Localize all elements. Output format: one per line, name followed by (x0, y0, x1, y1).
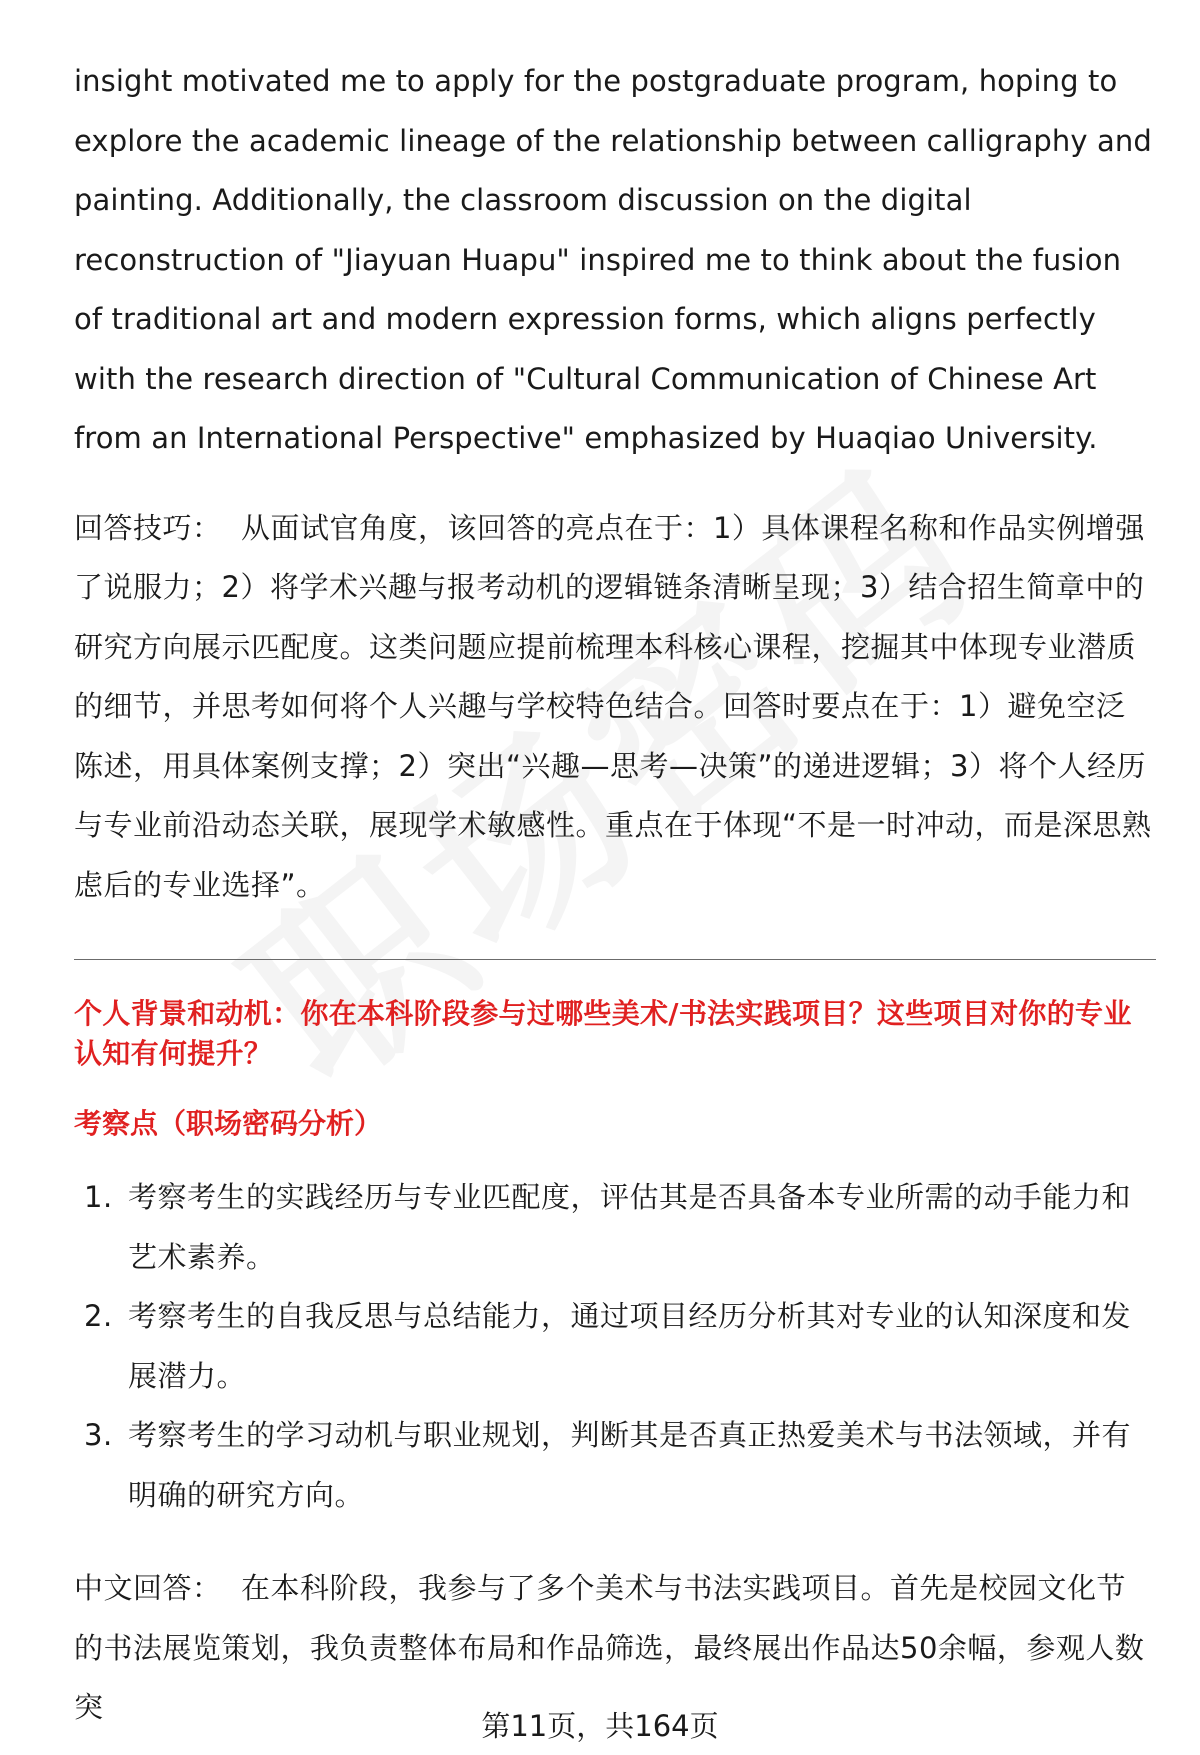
list-item-number: 1. (84, 1180, 113, 1214)
chinese-answer-label: 中文回答： (74, 1571, 222, 1605)
list-item-text: 考察考生的学习动机与职业规划，判断其是否真正热爱美术与书法领域，并有明确的研究方向。 (128, 1418, 1132, 1512)
answer-tip-text: 从面试官角度，该回答的亮点在于：1）具体课程名称和作品实例增强了说服力；2）将学术兴趣与报考动机的逻辑链条清晰呈现；3）结合招生简章中的研究方向展示匹配度。这类问题应提前梳理本科核心课程，挖掘其中体现专业潜质的细节，并思考如何将个人兴趣与学校特色结合。回答时要点在于：1）避免空泛陈述，用具体案例支撑；2）突出“兴趣—思考—决策”的递进逻辑；3）将个人经历与专业前沿动态关联，展现学术敏感性。重点在于体现“不是一时冲动，而是深思熟虑后的专业选择”。 (74, 510, 1152, 902)
page-content (74, 52, 1154, 1738)
list-item-number: 2. (84, 1299, 113, 1333)
list-item-text: 考察考生的自我反思与总结能力，通过项目经历分析其对专业的认知深度和发展潜力。 (128, 1299, 1132, 1393)
assessment-points-list (74, 1168, 1154, 1525)
assessment-points-heading: 考察点（职场密码分析） (74, 1107, 383, 1140)
chinese-answer-text: 在本科阶段，我参与了多个美术与书法实践项目。首先是校园文化节的书法展览策划，我负责整体布局和作品筛选，最终展出作品达50余幅，参观人数突 (74, 1571, 1145, 1724)
question-heading: 个人背景和动机：你在本科阶段参与过哪些美术/书法实践项目？这些项目对你的专业认知有何提升？ (74, 997, 1132, 1070)
page-number-footer: 第11页，共164页 (481, 1709, 719, 1743)
list-item (74, 1287, 1154, 1406)
section-divider (74, 959, 1156, 960)
list-item (74, 1168, 1154, 1287)
list-item (74, 1406, 1154, 1525)
answer-tip-paragraph (74, 499, 1154, 916)
english-answer-paragraph: insight motivated me to apply for the postgraduate program, hoping to explore the academic lineage of the relationship between calligraphy and painting. Additionally, the classroom discussion on the digital reconstruction of "Jiayuan Huapu" inspired me to think about the fusion of traditional art and modern expression forms, which aligns perfectly with the research direction of "Cultural Communication of Chinese Art from an International Perspective" emphasized by Huaqiao University. (74, 64, 1152, 455)
answer-tip-label: 回答技巧： (74, 510, 222, 545)
list-item-number: 3. (84, 1418, 113, 1452)
list-item-text: 考察考生的实践经历与专业匹配度，评估其是否具备本专业所需的动手能力和艺术素养。 (128, 1180, 1132, 1274)
